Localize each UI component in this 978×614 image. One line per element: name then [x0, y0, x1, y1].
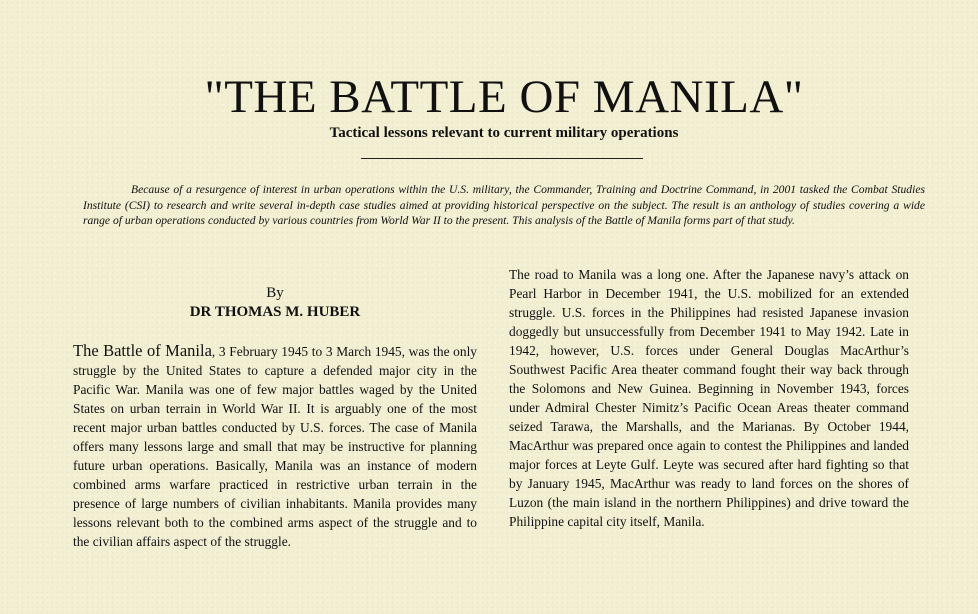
byline-by: By — [266, 285, 284, 301]
lead-phrase: The Battle of Manila — [73, 341, 212, 360]
right-column-paragraph: The road to Manila was a long one. After the Japanese navy’s attack on Pearl Harbor in December 1941, the U.S. mobilized for an extended struggle. U.S. forces in the Philippines had resisted Japanese invasion doggedly but unsuccessfully from December 1941 to May 1942. Late in 1942, however, U.S. forces under General Douglas MacArthur’s Southwest Pacific Area theater command fought their way back through the Solomons and New Guinea. Beginning in November 1943, forces under Admiral Chester Nimitz’s Pacific Ocean Areas theater command seized Tarawa, the Marshalls, and the Marianas. By October 1944, MacArthur was prepared once again to contest the Philippines and landed major forces at Leyte Gulf. Leyte was secured after hard fighting so that by January 1945, MacArthur was ready to land forces on the shores of Luzon (the main island in the northern Philippines) and drive toward the Philippine capital city itself, Manila. — [509, 267, 909, 529]
left-column-body: , 3 February 1945 to 3 March 1945, was the only struggle by the United States to capture a defended major city in the Pacific War. Manila was one of few major battles waged by the United States on urban terrain in World War II. It is arguably one of the most recent major urban battles conducted by U.S. forces. The case of Manila offers many lessons large and small that may be instructive for planning future urban operations. Basically, Manila was an instance of modern combined arms warfare practiced in restrictive urban terrain in the presence of large numbers of civilian inhabitants. Manila provides many lessons relevant both to the combined arms aspect of the struggle and to the civilian affairs aspect of the struggle. — [73, 344, 477, 549]
left-column-paragraph — [73, 341, 477, 551]
page-subtitle: Tactical lessons relevant to current military operations — [329, 125, 679, 141]
intro-paragraph: Because of a resurgence of interest in urban operations within the U.S. military, the Commander, Training and Doctrine Command, in 2001 tasked the Combat Studies Institute (CSI) to research and write several in-depth case studies aimed at providing historical perspective on the subject. The result is an anthology of studies covering a wide range of urban operations conducted by various countries from World War II to the present. This analysis of the Battle of Manila forms part of that study. — [83, 183, 925, 227]
author-name: DR THOMAS M. HUBER — [189, 304, 361, 320]
page-title: "THE BATTLE OF MANILA" — [204, 71, 804, 123]
title-divider — [361, 158, 643, 159]
byline — [73, 284, 477, 322]
